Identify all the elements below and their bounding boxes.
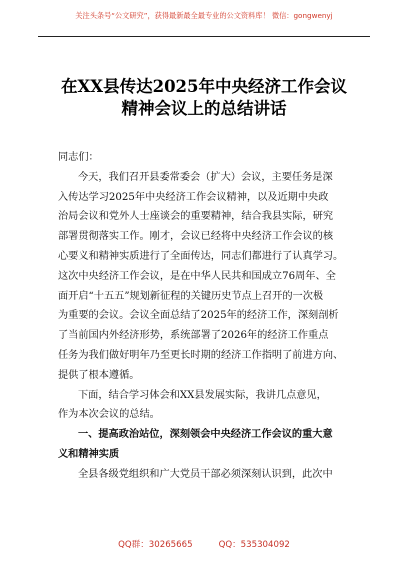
- paragraph-line: 了当前国内外经济形势，系统部署了2026年的经济工作重点: [58, 330, 329, 342]
- section-heading-line: 义和精神实质: [58, 447, 120, 460]
- document-body: [58, 148, 353, 485]
- footer-qq: QQ：535304092: [218, 540, 290, 550]
- document-title: [0, 76, 408, 120]
- paragraph-line: 任务为我们做好明年乃至更长时期的经济工作指明了前进方向、: [58, 349, 344, 361]
- paragraph-line: 作为本次会议的总结。: [58, 409, 160, 421]
- paragraph-line: 下面，结合学习体会和XX县发展实际，我讲几点意见，: [78, 389, 327, 401]
- paragraph-line: 提供了根本遵循。: [58, 369, 140, 381]
- title-line-1: 在XX县传达2025年中央经济工作会议: [60, 77, 348, 96]
- paragraph-line: 部署贯彻落实工作。刚才，会议已经将中央经济工作会议的核: [58, 231, 334, 243]
- section-heading-line: 一、提高政治站位，深刻领会中央经济工作会议的重大意: [78, 428, 333, 441]
- paragraph-line: 这次中央经济工作会议，是在中华人民共和国成立76周年、全: [58, 270, 336, 282]
- header-divider: [38, 36, 370, 37]
- paragraph-line: 面开启“十五五”规划新征程的关键历史节点上召开的一次极: [58, 290, 324, 302]
- footer-contact: [0, 538, 408, 550]
- paragraph-line: 全县各级党组织和广大党员干部必须深刻认识到，此次中: [78, 468, 333, 480]
- paragraph-line: 治局会议和党外人士座谈会的重要精神，结合我县实际，研究: [58, 211, 334, 223]
- salutation: 同志们：: [58, 152, 99, 163]
- paragraph-line: 入传达学习2025年中央经济工作会议精神，以及近期中央政: [58, 191, 329, 203]
- paragraph-line: 今天，我们召开县委常委会（扩大）会议，主要任务是深: [78, 171, 333, 183]
- paragraph-line: 心要义和精神实质进行了全面传达，同志们都进行了认真学习。: [58, 250, 344, 262]
- title-line-2: 精神会议上的总结讲话: [121, 99, 287, 118]
- header-promo-note: 关注头条号“公文研究”，获得最新最全最专业的公文资料库！ 微信：gongwenyj: [75, 11, 333, 20]
- paragraph-line: 为重要的会议。会议全面总结了2025年的经济工作，深刻剖析: [58, 310, 339, 322]
- footer-qq-group: QQ群：30265665: [118, 540, 193, 550]
